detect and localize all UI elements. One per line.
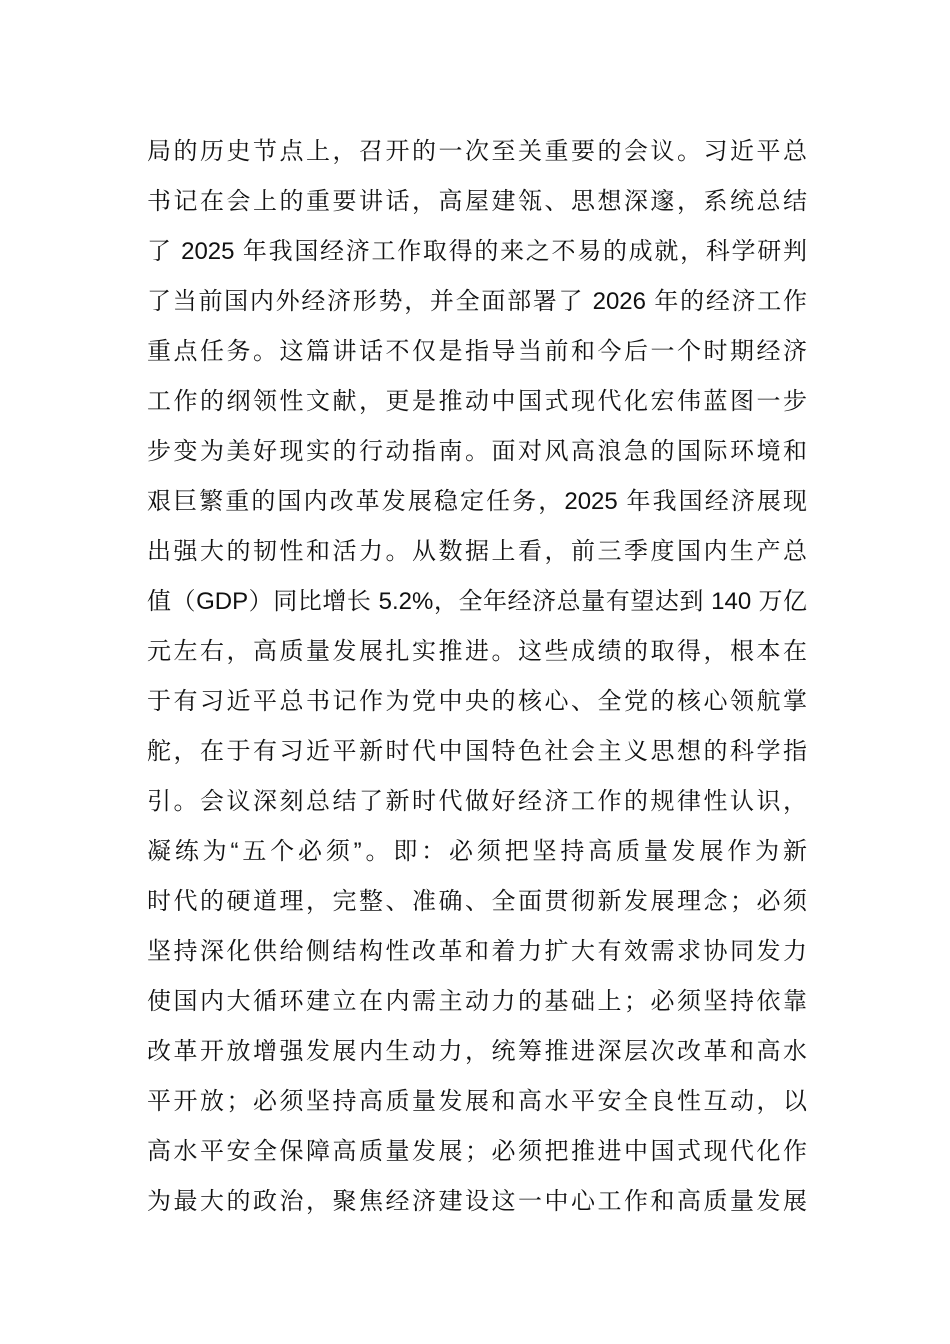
- paragraph-line: 时代的硬道理，完整、准确、全面贯彻新发展理念；必须: [147, 888, 807, 915]
- paragraph-line: 平开放；必须坚持高质量发展和高水平安全良性互动，以: [147, 1088, 807, 1115]
- paragraph-line: 凝练为“五个必须”。即：必须把坚持高质量发展作为新: [147, 838, 807, 865]
- paragraph-line: 于有习近平总书记作为党中央的核心、全党的核心领航掌: [147, 688, 807, 715]
- paragraph-line: 舵，在于有习近平新时代中国特色社会主义思想的科学指: [147, 738, 807, 765]
- paragraph-line: 值（GDP）同比增长 5.2%，全年经济总量有望达到 140 万亿: [147, 588, 807, 615]
- paragraph-line: 使国内大循环建立在内需主动力的基础上；必须坚持依靠: [147, 988, 807, 1015]
- paragraph-line: 元左右，高质量发展扎实推进。这些成绩的取得，根本在: [147, 638, 807, 665]
- paragraph-line: 工作的纲领性文献，更是推动中国式现代化宏伟蓝图一步: [147, 388, 807, 415]
- paragraph-line: 了 2025 年我国经济工作取得的来之不易的成就，科学研判: [147, 238, 807, 265]
- paragraph-line: 步变为美好现实的行动指南。面对风高浪急的国际环境和: [147, 438, 807, 465]
- document-body: [147, 127, 807, 1227]
- paragraph-line: 高水平安全保障高质量发展；必须把推进中国式现代化作: [147, 1138, 807, 1165]
- paragraph-line: 重点任务。这篇讲话不仅是指导当前和今后一个时期经济: [147, 338, 807, 365]
- paragraph-line: 为最大的政治，聚焦经济建设这一中心工作和高质量发展: [147, 1188, 807, 1215]
- paragraph-line: 了当前国内外经济形势，并全面部署了 2026 年的经济工作: [147, 288, 807, 315]
- paragraph-line: 坚持深化供给侧结构性改革和着力扩大有效需求协同发力: [147, 938, 807, 965]
- paragraph-line: 改革开放增强发展内生动力，统筹推进深层次改革和高水: [147, 1038, 807, 1065]
- paragraph-line: 局的历史节点上，召开的一次至关重要的会议。习近平总: [147, 138, 807, 165]
- paragraph-line: 引。会议深刻总结了新时代做好经济工作的规律性认识，: [147, 788, 807, 815]
- paragraph-line: 出强大的韧性和活力。从数据上看，前三季度国内生产总: [147, 538, 807, 565]
- paragraph-line: 书记在会上的重要讲话，高屋建瓴、思想深邃，系统总结: [147, 188, 807, 215]
- paragraph-line: 艰巨繁重的国内改革发展稳定任务，2025 年我国经济展现: [147, 488, 807, 515]
